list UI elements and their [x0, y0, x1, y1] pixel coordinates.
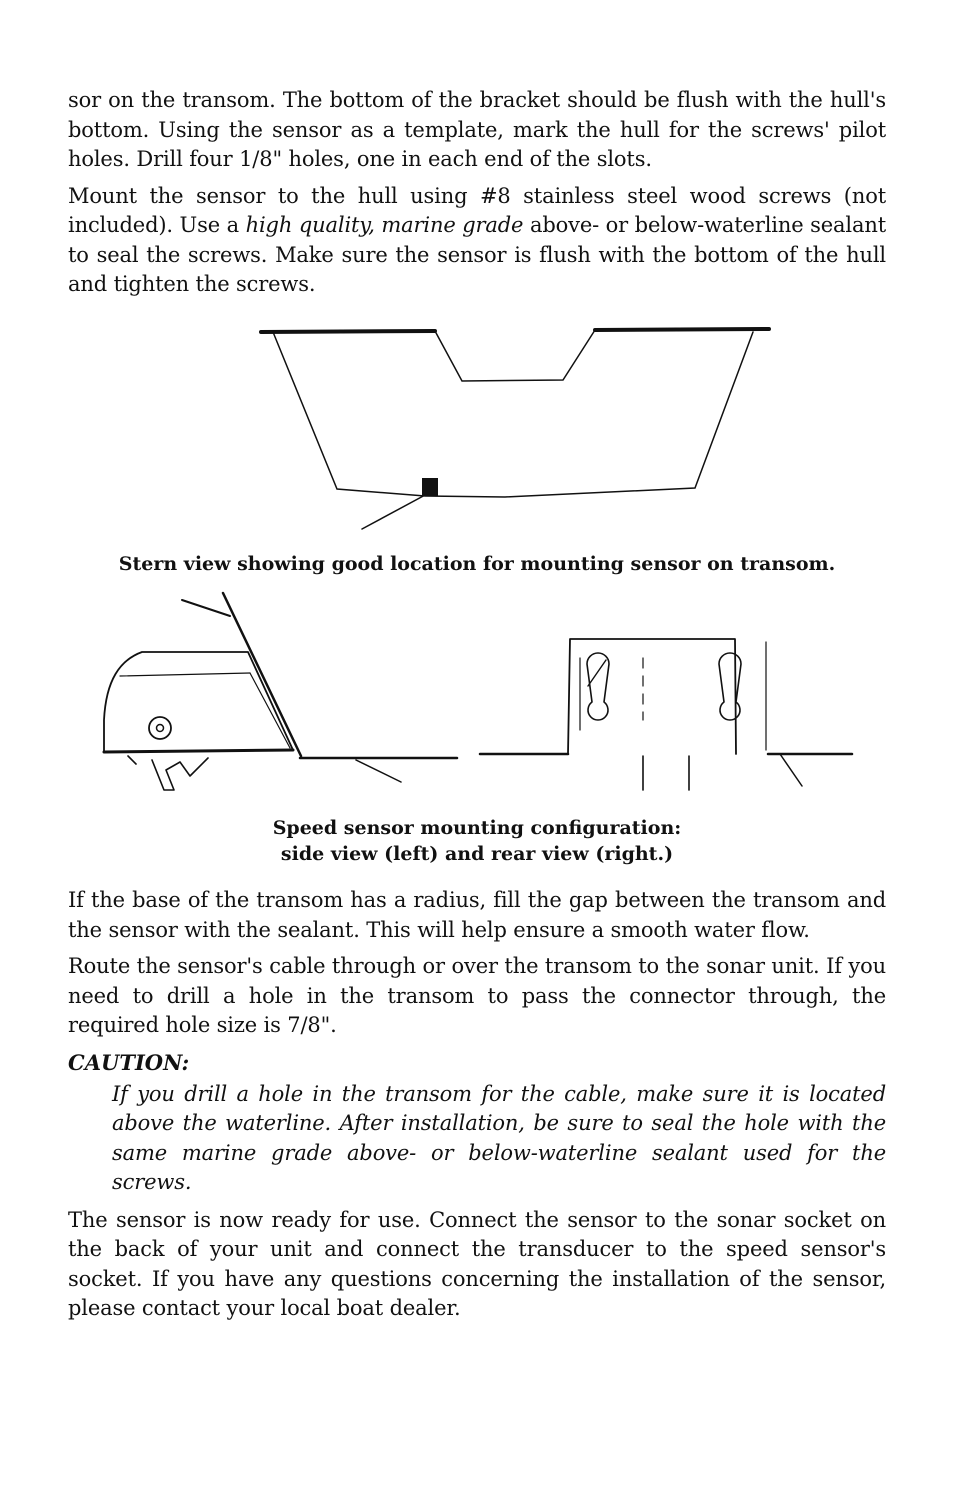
speed-sensor-mounting-diagram — [100, 590, 860, 800]
figure2-caption-line1: Speed sensor mounting configuration: — [272, 817, 682, 839]
transom-top-left — [261, 331, 435, 332]
leader-side — [356, 760, 401, 782]
sensor-leader-line — [362, 494, 427, 529]
paragraph-radius: If the base of the transom has a radius, fill the gap between the transom and the sensor with the sealant. This will help ensure a smooth water flow. — [68, 888, 886, 942]
paragraph-route-cable: Route the sensor's cable through or over the transom to the sonar unit. If you need to drill a hole in the transom to pass the connector through, the required hole size is 7/8". — [68, 954, 886, 1037]
figure1-caption-box — [68, 551, 886, 577]
motor-notch — [435, 330, 595, 381]
transom-top-right — [595, 329, 769, 330]
paragraph-bracket-flush: sor on the transom. The bottom of the bracket should be flush with the hull's bottom. Using the sensor as a template, mark the hull for the screws' pilot holes. Drill four 1/8" holes, one in each end of the slots. — [68, 88, 886, 171]
paragraph-mount-screws — [68, 182, 886, 300]
emphasis-marine-grade: high quality, marine grade — [245, 213, 524, 237]
figure2-caption-box — [68, 815, 886, 867]
paragraph-mount-screws-start: Mount the sensor to the hull using #8 stainless steel wood screws (not included). Use a — [68, 183, 886, 237]
paddle-wheel — [152, 758, 208, 790]
paragraph-ready: The sensor is now ready for use. Connect the sensor to the sonar socket on the back of your unit and connect the transducer to the speed sensor's socket. If you have any questions concerning the installation of the sensor, please contact your local boat dealer. — [68, 1207, 886, 1320]
sensor-block — [422, 478, 438, 496]
pivot-screw-icon — [149, 717, 171, 739]
caution-text: If you drill a hole in the transom for the cable, make sure it is located above the waterline. After installation, be sure to seal the hole with the same marine grade above- or below-waterline sealant used for the screws. — [112, 1081, 886, 1194]
sensor-body-side — [104, 652, 293, 752]
transom-stub — [182, 600, 230, 616]
bottom-text — [68, 886, 886, 1331]
bracket-outline — [568, 639, 736, 754]
transom-line — [223, 593, 301, 756]
figure1-caption: Stern view showing good location for mounting sensor on transom. — [118, 553, 836, 575]
caution-heading: CAUTION: — [68, 1049, 190, 1075]
leader-rear — [780, 754, 802, 786]
top-text — [68, 86, 886, 307]
slot-right-icon — [719, 653, 741, 720]
hull-outline — [273, 332, 753, 497]
stern-view-diagram — [255, 322, 775, 537]
paragraph-mount-screws-end: above- or below-waterline sealant to seal the screws. Make sure the sensor is flush with the bottom of the hull and tighten the screws. — [68, 213, 886, 296]
slot-left-icon — [587, 653, 609, 720]
figure2-caption-line2: side view (left) and rear view (right.) — [280, 843, 674, 865]
